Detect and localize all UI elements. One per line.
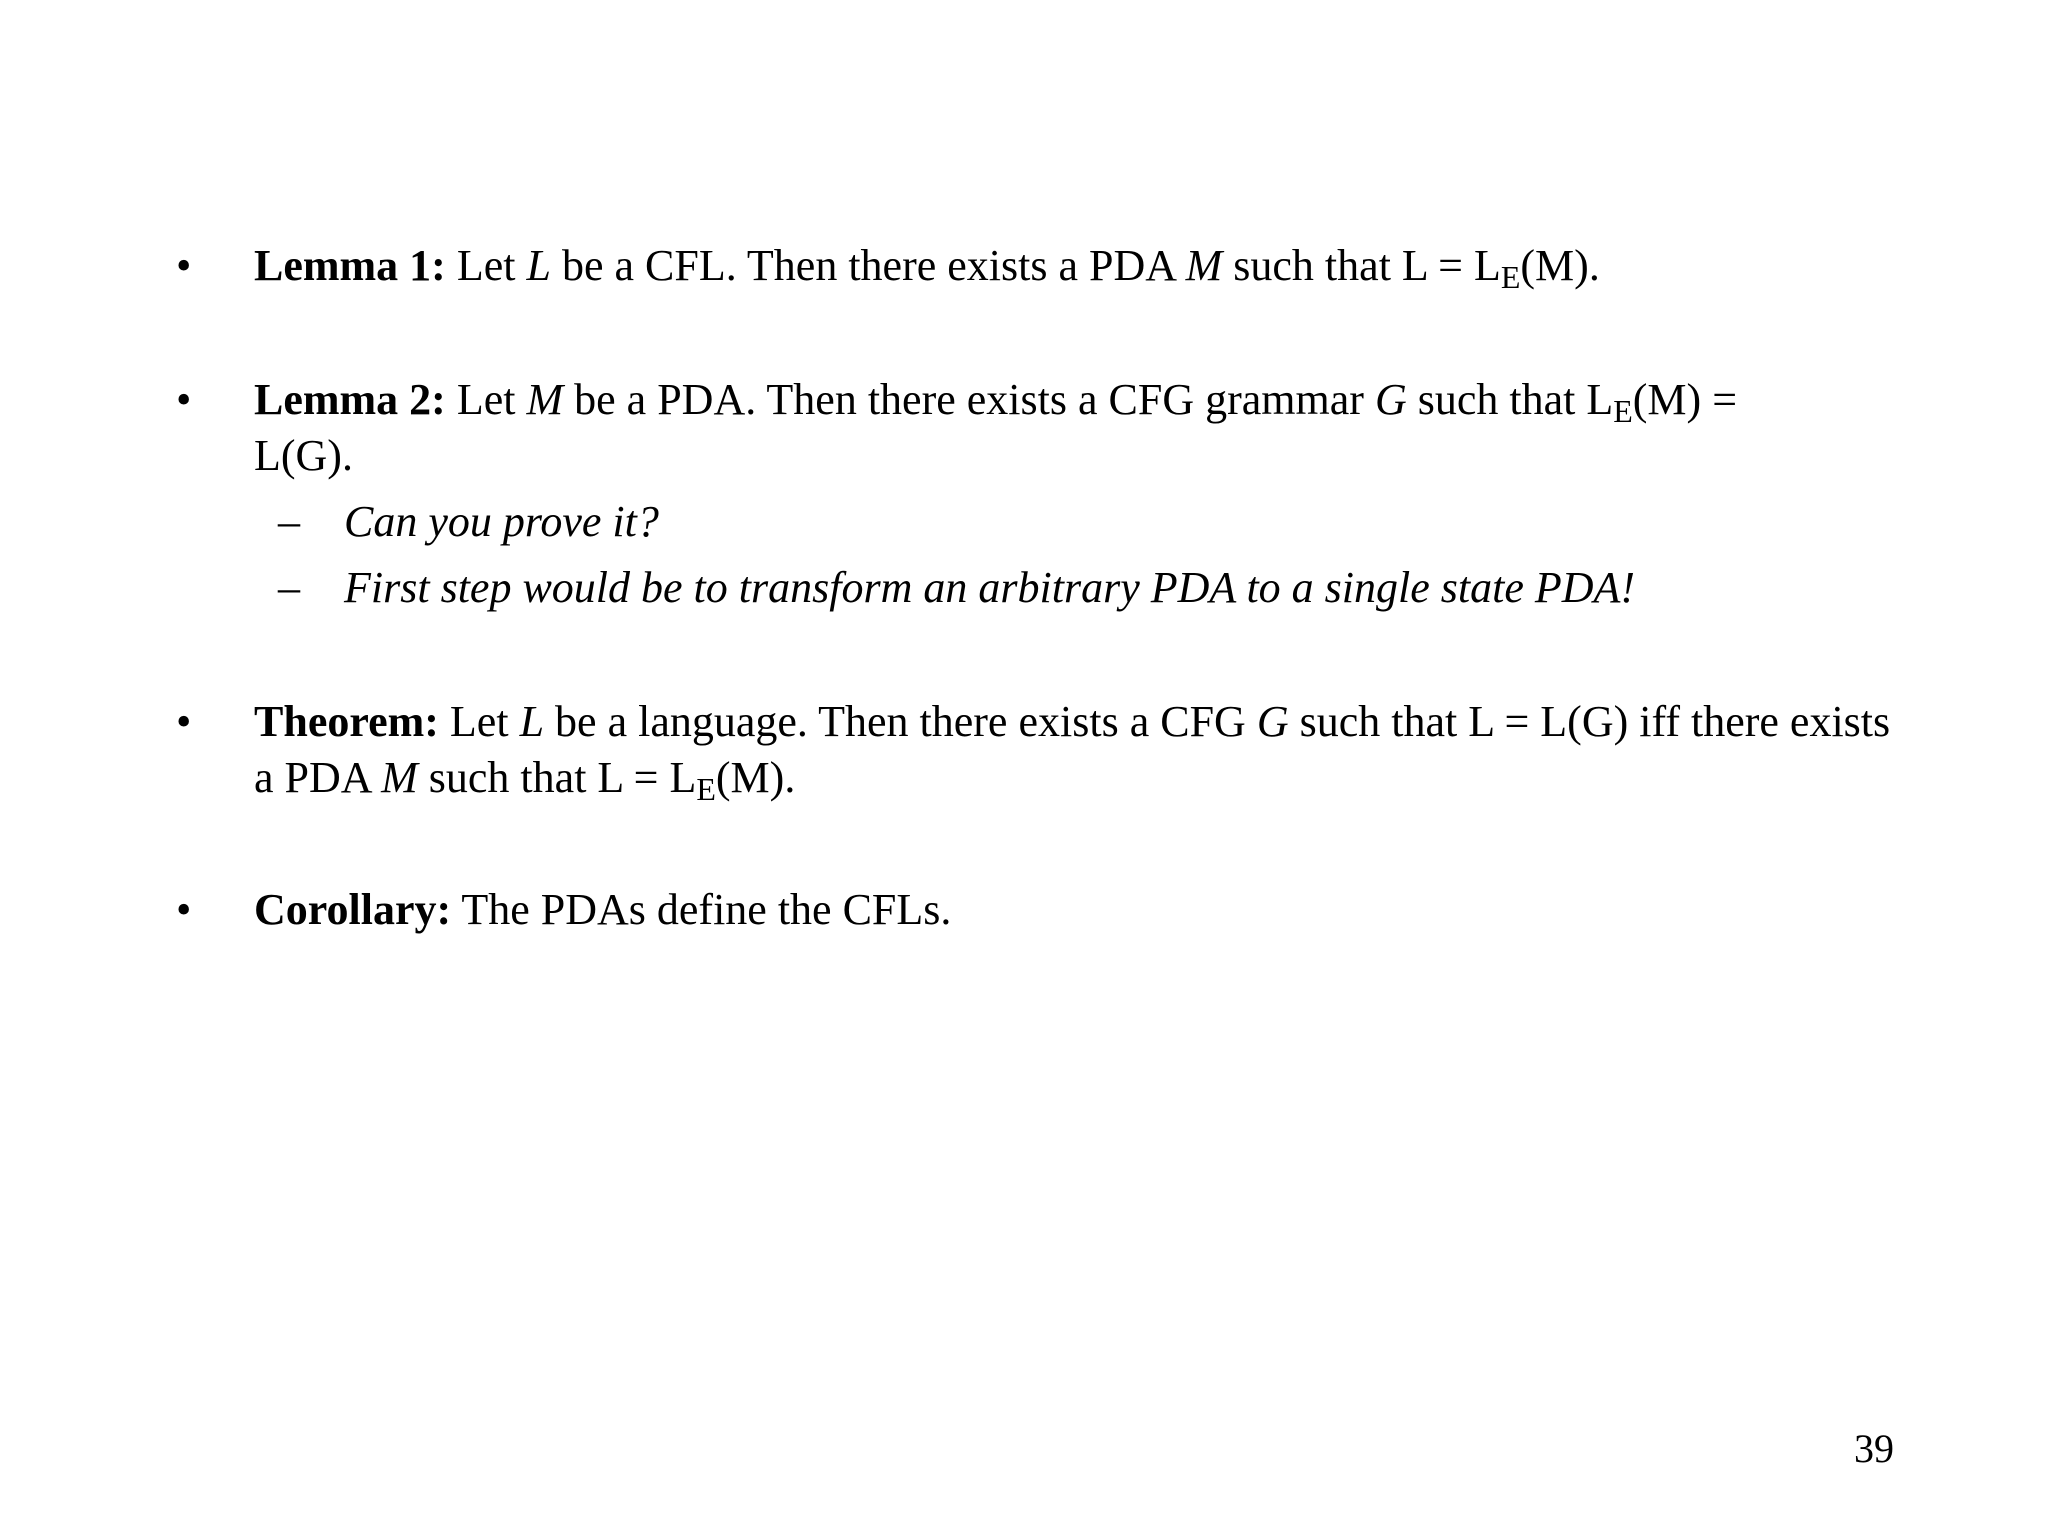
lemma-2-text: Lemma 2: Let M be a PDA. Then there exists a CFG grammar G such that $L_E(M) = L(G)$. [254, 375, 1738, 480]
theorem-text: Theorem: Let L be a language. Then there exists a CFG G such that L = L(G) iff there exists a PDA M such that $L = L_E(M)$. [254, 697, 1891, 807]
bullet-icon: • [176, 241, 192, 290]
bullet-icon: • [176, 375, 192, 424]
page-number: 39 [1854, 1426, 1894, 1471]
corollary-label: Corollary: [254, 885, 452, 934]
dash-icon: – [278, 563, 300, 612]
bullet-icon: • [176, 697, 192, 746]
lemma-1-text: Lemma 1: Let L be a CFL. Then there exists a PDA M such that $L = L_E(M)$. [254, 241, 1600, 295]
sub-item-text: First step would be to transform an arbitrary PDA to a single state PDA! [344, 563, 1636, 612]
corollary-text: Corollary: The PDAs define the CFLs. [254, 885, 952, 934]
theorem-label: Theorem: [254, 697, 439, 746]
bullet-icon: • [176, 885, 192, 934]
lemma-1-label: Lemma 1: [254, 241, 446, 290]
lemma-2-label: Lemma 2: [254, 375, 446, 424]
dash-icon: – [278, 497, 300, 546]
sub-item-text: Can you prove it? [344, 497, 659, 546]
